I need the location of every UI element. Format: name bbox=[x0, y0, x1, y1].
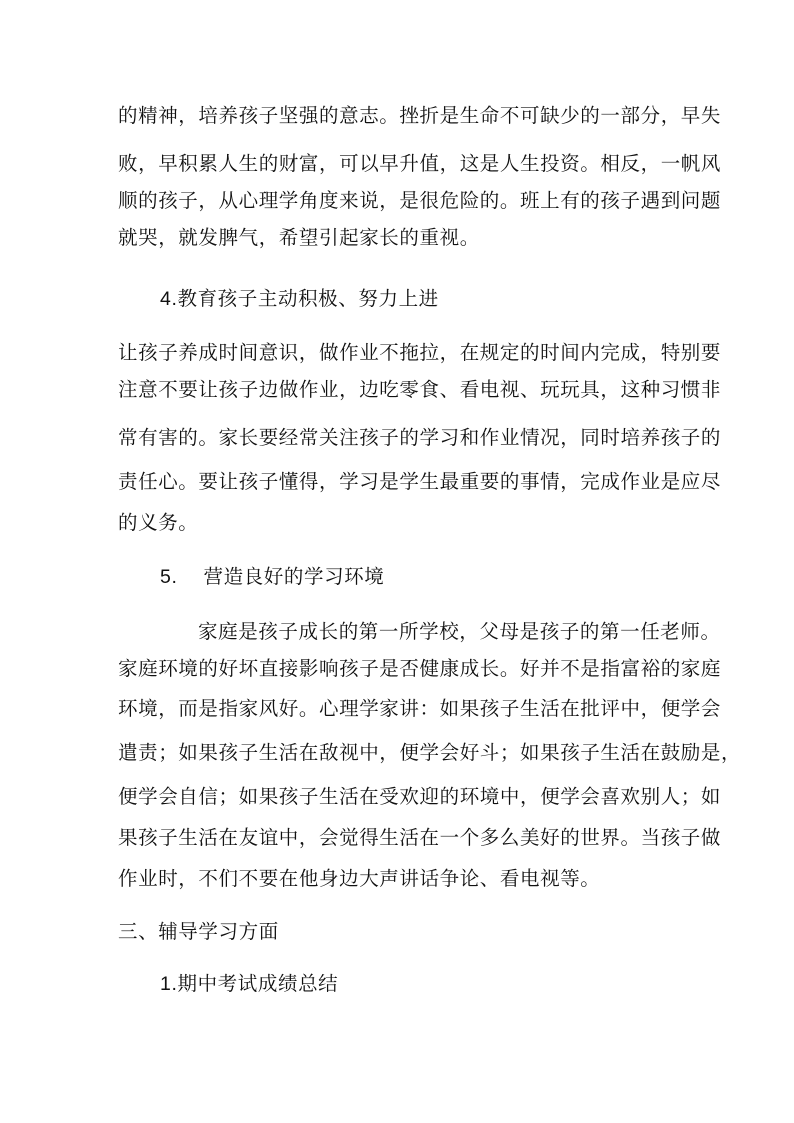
para1-line-3: 顺的孩子，从心理学角度来说，是很危险的。班上有的孩子遇到问题 bbox=[118, 189, 722, 212]
para2-line-5: 的义务。 bbox=[118, 511, 199, 534]
heading-4-number: 4. bbox=[160, 288, 178, 310]
heading-1-number: 1. bbox=[160, 973, 178, 995]
section-3-heading: 三、辅导学习方面 bbox=[118, 920, 279, 943]
heading-4-text: 教育孩子主动积极、努力上进 bbox=[177, 287, 439, 310]
para3-line-4: 遣责；如果孩子生活在敌视中，便学会好斗；如果孩子生活在鼓励是， bbox=[118, 741, 742, 764]
heading-5 bbox=[160, 565, 384, 589]
para2-line-2: 注意不要让孩子边做作业，边吃零食、看电视、玩玩具，这种习惯非 bbox=[118, 378, 722, 401]
heading-5-number: 5. bbox=[160, 566, 178, 588]
para1-line-4: 就哭，就发脾气，希望引起家长的重视。 bbox=[118, 226, 480, 249]
heading-1 bbox=[160, 972, 338, 996]
para2-line-3: 常有害的。家长要经常关注孩子的学习和作业情况，同时培养孩子的 bbox=[118, 426, 722, 449]
para3-line-7: 作业时，不们不要在他身边大声讲话争论、看电视等。 bbox=[118, 867, 601, 890]
para1-line-1: 的精神，培养孩子坚强的意志。挫折是生命不可缺少的一部分，早失 bbox=[118, 104, 722, 127]
para1-line-2: 败，早积累人生的财富，可以早升值，这是人生投资。相反，一帆风 bbox=[118, 152, 722, 175]
heading-1-text: 期中考试成绩总结 bbox=[177, 972, 339, 995]
para3-line-2: 家庭环境的好坏直接影响孩子是否健康成长。好并不是指富裕的家庭 bbox=[118, 657, 722, 680]
para3-line-5: 便学会自信；如果孩子生活在受欢迎的环境中，便学会喜欢别人；如 bbox=[118, 785, 722, 808]
heading-4 bbox=[160, 287, 439, 311]
para2-line-4: 责任心。要让孩子懂得，学习是学生最重要的事情，完成作业是应尽 bbox=[118, 470, 722, 493]
heading-5-text: 营造良好的学习环境 bbox=[203, 565, 385, 588]
para2-line-1: 让孩子养成时间意识，做作业不拖拉，在规定的时间内完成，特别要 bbox=[118, 341, 722, 364]
para3-line-6: 果孩子生活在友谊中，会觉得生活在一个多么美好的世界。当孩子做 bbox=[118, 826, 722, 849]
para3-line-3: 环境，而是指家风好。心理学家讲：如果孩子生活在批评中，便学会 bbox=[118, 697, 722, 720]
para3-line-1: 家庭是孩子成长的第一所学校，父母是孩子的第一任老师。 bbox=[198, 620, 721, 643]
